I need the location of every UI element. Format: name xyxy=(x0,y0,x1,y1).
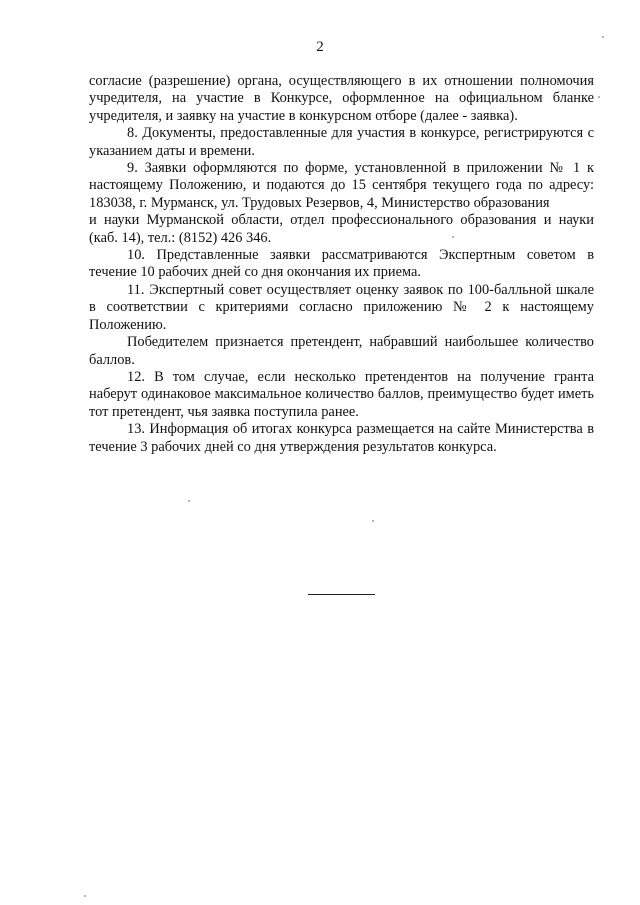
document-body xyxy=(89,73,594,456)
scan-speck xyxy=(84,895,86,897)
closing-divider-line xyxy=(308,594,375,595)
paragraph-11-winner: Победителем признается претендент, набравший наибольшее количество баллов. xyxy=(89,334,594,368)
scan-speck xyxy=(188,500,190,502)
paragraph-13: 13. Информация об итогах конкурса размещается на сайте Министерства в течение 3 рабочих дней со дня утверждения результатов конкурса. xyxy=(89,421,594,455)
scan-speck xyxy=(598,96,600,98)
paragraph-continuation: согласие (разрешение) органа, осуществляющего в их отношении полномочия учредителя, на участие в Конкурсе, оформленное на официальном бланке учредителя, и заявку на участие в конкурсном отборе (далее - заявка). xyxy=(89,73,594,124)
paragraph-9-continuation: и науки Мурманской области, отдел профессионального образования и науки (каб. 14), тел.: (8152) 426 346. xyxy=(89,212,594,246)
paragraph-11: 11. Экспертный совет осуществляет оценку заявок по 100-балльной шкале в соответствии с критериями согласно приложению № 2 к настоящему Положению. xyxy=(89,281,594,333)
scan-speck xyxy=(372,520,374,522)
scan-speck xyxy=(602,36,604,38)
paragraph-10: 10. Представленные заявки рассматриваются Экспертным советом в течение 10 рабочих дней со дня окончания их приема. xyxy=(89,247,594,281)
scan-speck xyxy=(452,236,454,238)
paragraph-12: 12. В том случае, если несколько претендентов на получение гранта наберут одинаковое максимальное количество баллов, преимущество будет иметь тот претендент, чья заявка поступила ранее. xyxy=(89,368,594,420)
page-number: 2 xyxy=(316,39,324,55)
paragraph-9: 9. Заявки оформляются по форме, установленной в приложении № 1 к настоящему Положению, и подаются до 15 сентября текущего года по адресу: 183038, г. Мурманск, ул. Трудовых Резервов, 4, Министерство образования xyxy=(89,160,594,211)
paragraph-8: 8. Документы, предоставленные для участия в конкурсе, регистрируются с указанием даты и времени. xyxy=(89,125,594,159)
